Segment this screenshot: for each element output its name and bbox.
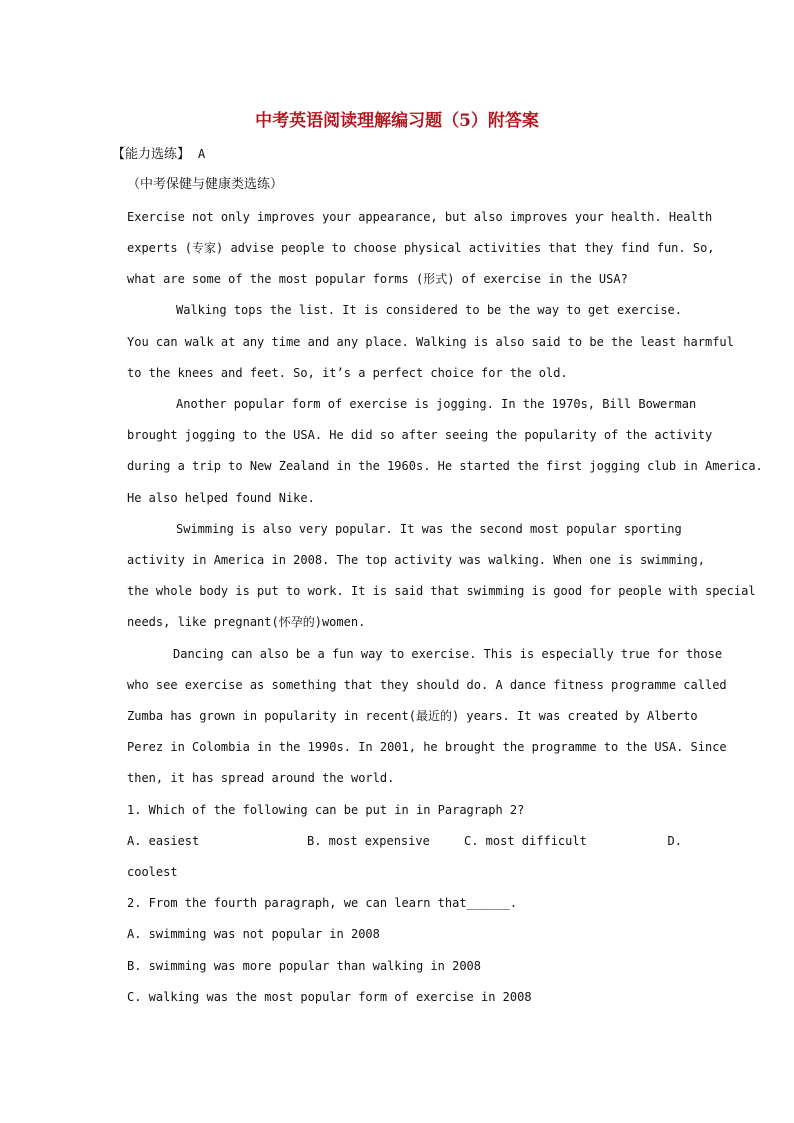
section-label: 【能力选练】 xyxy=(112,147,191,162)
paragraph-2-line-1: Walking tops the list. It is considered to be the way to get exercise. xyxy=(176,303,682,317)
question-1-option-c: C. most difficult xyxy=(464,834,587,848)
question-1-option-d: D. xyxy=(667,834,682,848)
section-label-line xyxy=(112,146,205,163)
section-letter: A xyxy=(198,147,206,161)
question-2-stem: 2. From the fourth paragraph, we can learn that______. xyxy=(127,896,518,910)
question-2-option-b: B. swimming was more popular than walking in 2008 xyxy=(127,959,482,973)
paragraph-4-line-1: Swimming is also very popular. It was the second most popular sporting xyxy=(176,522,682,536)
paragraph-1-line-3: what are some of the most popular forms (形式) of exercise in the USA? xyxy=(127,272,628,286)
question-1-option-a: A. easiest xyxy=(127,834,200,848)
paragraph-5-line-1: Dancing can also be a fun way to exercise. This is especially true for those xyxy=(173,647,723,661)
paragraph-2-line-3: to the knees and feet. So, it’s a perfect choice for the old. xyxy=(127,366,568,380)
paragraph-1-line-2: experts (专家) advise people to choose physical activities that they find fun. So, xyxy=(127,241,715,255)
paragraph-5-line-2: who see exercise as something that they should do. A dance fitness programme called xyxy=(127,678,727,692)
paragraph-4-line-3: the whole body is put to work. It is said that swimming is good for people with special xyxy=(127,584,756,598)
paragraph-2-line-2: You can walk at any time and any place. Walking is also said to be the least harmful xyxy=(127,335,734,349)
question-2-option-a: A. swimming was not popular in 2008 xyxy=(127,927,380,941)
question-2-option-c: C. walking was the most popular form of exercise in 2008 xyxy=(127,990,532,1004)
document-title: 中考英语阅读理解编习题（5）附答案 xyxy=(255,111,539,131)
paragraph-3-line-4: He also helped found Nike. xyxy=(127,491,315,505)
paragraph-4-line-2: activity in America in 2008. The top activity was walking. When one is swimming, xyxy=(127,553,705,567)
paragraph-5-line-3: Zumba has grown in popularity in recent(最近的) years. It was created by Alberto xyxy=(127,709,698,723)
question-1-stem: 1. Which of the following can be put in in Paragraph 2? xyxy=(127,803,525,817)
paragraph-1-line-1: Exercise not only improves your appearance, but also improves your health. Health xyxy=(127,210,713,224)
paragraph-3-line-3: during a trip to New Zealand in the 1960s. He started the first jogging club in America. xyxy=(127,459,763,473)
paragraph-3-line-1: Another popular form of exercise is jogging. In the 1970s, Bill Bowerman xyxy=(176,397,697,411)
question-1-option-d-text: coolest xyxy=(127,865,178,879)
paragraph-3-line-2: brought jogging to the USA. He did so after seeing the popularity of the activity xyxy=(127,428,713,442)
section-subtitle: （中考保健与健康类选练） xyxy=(127,177,284,192)
paragraph-5-line-5: then, it has spread around the world. xyxy=(127,771,395,785)
paragraph-5-line-4: Perez in Colombia in the 1990s. In 2001, he brought the programme to the USA. Since xyxy=(127,740,727,754)
question-1-option-b: B. most expensive xyxy=(307,834,430,848)
paragraph-4-line-4: needs, like pregnant(怀孕的)women. xyxy=(127,615,366,629)
